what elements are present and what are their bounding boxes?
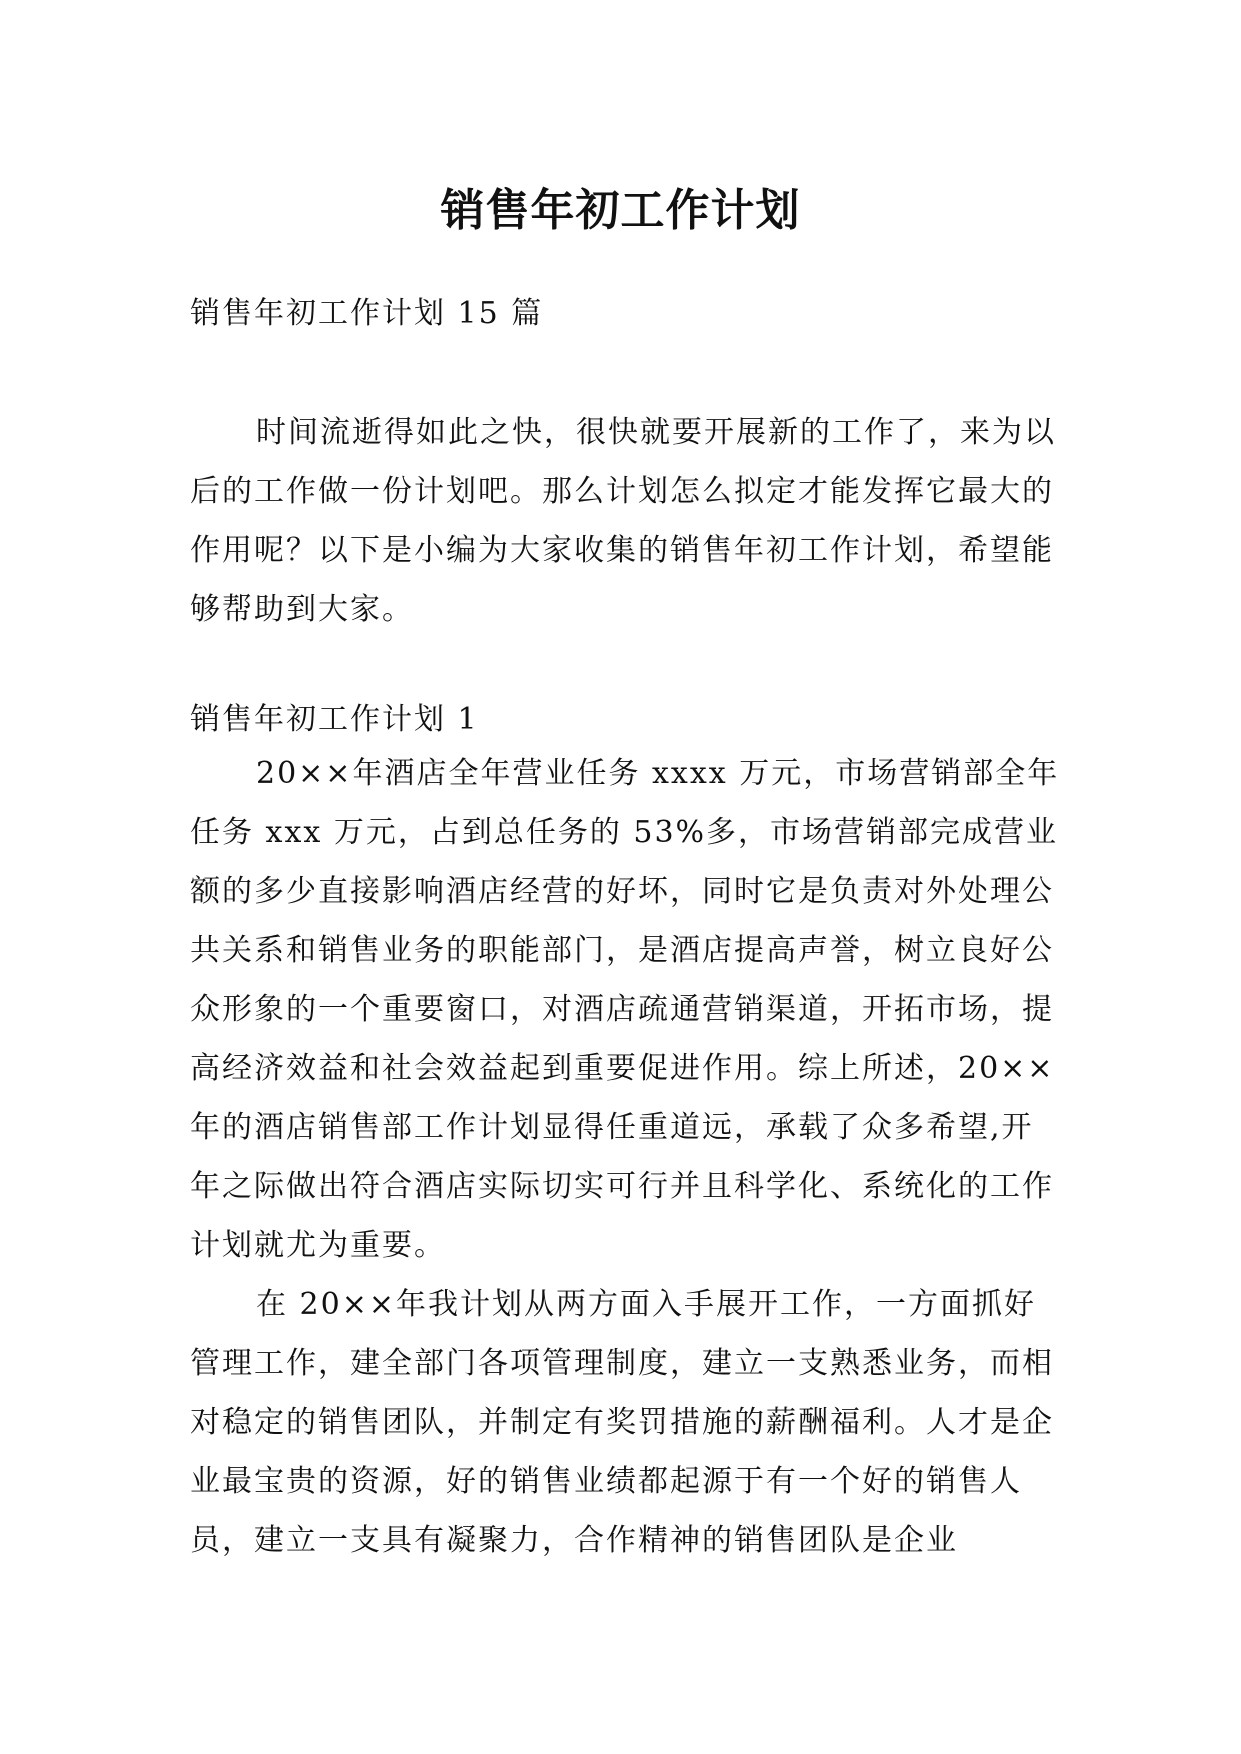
body-paragraph: 20××年酒店全年营业任务 xxxx 万元，市场营销部全年任务 xxx 万元，占到总任务的 53%多，市场营销部完成营业额的多少直接影响酒店经营的好坏，同时它是负责对外处理公共关系和销售业务的职能部门，是酒店提高声誉，树立良好公众形象的一个重要窗口，对酒店疏通营销渠道，开拓市场，提高经济效益和社会效益起到重要促进作用。综上所述，20××年的酒店销售部工作计划显得任重道远，承载了众多希望,开年之际做出符合酒店实际切实可行并且科学化、系统化的工作计划就尤为重要。 (190, 756, 1060, 1263)
section-body (190, 744, 1060, 1570)
section-heading: 销售年初工作计划 1 (190, 702, 479, 737)
intro-paragraph: 时间流逝得如此之快，很快就要开展新的工作了，来为以后的工作做一份计划吧。那么计划怎么拟定才能发挥它最大的作用呢？以下是小编为大家收集的销售年初工作计划，希望能够帮助到大家。 (190, 415, 1056, 627)
document-title: 销售年初工作计划 (440, 185, 801, 237)
document-subtitle: 销售年初工作计划 15 篇 (190, 296, 544, 331)
body-paragraph: 在 20××年我计划从两方面入手展开工作，一方面抓好管理工作，建全部门各项管理制度，建立一支熟悉业务，而相对稳定的销售团队，并制定有奖罚措施的薪酬福利。人才是企业最宝贵的资源，好的销售业绩都起源于有一个好的销售人员，建立一支具有凝聚力，合作精神的销售团队是企业 (190, 1287, 1054, 1558)
